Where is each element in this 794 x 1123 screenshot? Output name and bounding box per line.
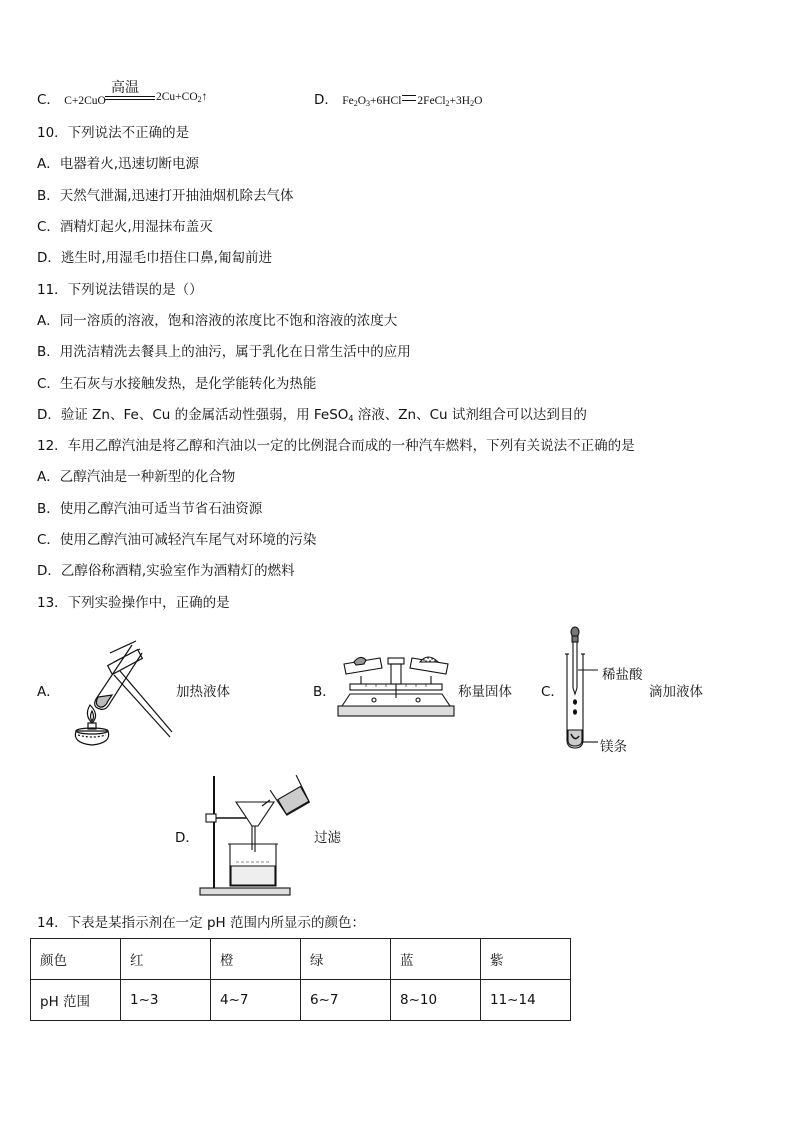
q11-option-b: B．用洗洁精洗去餐具上的油污，属于乳化在日常生活中的应用 [37, 344, 411, 360]
dropper-test-tube-figure [560, 624, 600, 752]
q13-c-callout-magnesium: 镁条 [600, 739, 627, 755]
q11-d-text2: 溶液、Zn、Cu 试剂组合可以达到目的 [353, 407, 587, 423]
table-cell-ph: 8~10 [391, 980, 481, 1021]
q10-option-b: B．天然气泄漏,迅速打开抽油烟机除去气体 [37, 188, 294, 204]
q9-c-label: C． [37, 92, 60, 108]
q10-option-d: D．逃生时,用湿毛巾捂住口鼻,匍匐前进 [37, 250, 272, 266]
q11-option-d [37, 406, 587, 428]
q9-c-equals-bottom [105, 99, 155, 100]
q11-stem: 11．下列说法错误的是（） [37, 282, 203, 298]
q13-d-caption: 过滤 [314, 830, 341, 846]
table-row [31, 939, 571, 980]
table-cell-header: pH 范围 [31, 980, 121, 1021]
q9-option-c [37, 88, 106, 108]
q9-c-condition: 高温 [111, 80, 139, 96]
table-cell-ph: 1~3 [121, 980, 211, 1021]
q11-option-c: C．生石灰与水接触发热，是化学能转化为热能 [37, 376, 317, 392]
q13-c-callout-acid: 稀盐酸 [602, 667, 643, 683]
heating-liquid-figure [62, 635, 174, 747]
q13-stem: 13．下列实验操作中，正确的是 [37, 595, 230, 611]
q9-c-arrow: ↑ [201, 91, 208, 103]
q9-option-d [314, 88, 482, 108]
q10-stem: 10．下列说法不正确的是 [37, 125, 190, 141]
q14-stem: 14．下表是某指示剂在一定 pH 范围内所显示的颜色： [37, 915, 365, 931]
table-cell-ph: 4~7 [211, 980, 301, 1021]
q9-c-right-text: 2Cu+CO [156, 91, 198, 103]
q13-a-label: A． [37, 684, 60, 700]
q12-option-a: A．乙醇汽油是一种新型的化合物 [37, 469, 236, 485]
q13-b-label: B． [313, 684, 336, 700]
table-cell-ph: 11~14 [481, 980, 571, 1021]
q11-d-sub: 4 [348, 414, 354, 423]
table-cell-color: 绿 [301, 939, 391, 980]
table-cell-color: 蓝 [391, 939, 481, 980]
q13-d-label: D． [175, 830, 199, 846]
q12-option-b: B．使用乙醇汽油可适当节省石油资源 [37, 501, 263, 517]
q9-d-label: D． [314, 92, 338, 108]
q12-stem: 12．车用乙醇汽油是将乙醇和汽油以一定的比例混合而成的一种汽车燃料，下列有关说法不正确的是 [37, 438, 635, 454]
q13-a-caption: 加热液体 [176, 684, 230, 700]
q11-option-a: A．同一溶质的溶液，饱和溶液的浓度比不饱和溶液的浓度大 [37, 313, 398, 329]
q9-c-equals-top [105, 96, 155, 97]
ph-indicator-table [30, 938, 571, 1021]
table-row [31, 980, 571, 1021]
table-cell-header: 颜色 [31, 939, 121, 980]
q13-c-caption: 滴加液体 [649, 684, 703, 700]
q13-b-caption: 称量固体 [458, 684, 512, 700]
q9-c-right [156, 91, 207, 104]
balance-figure [336, 650, 456, 720]
q9-c-right-sub: 2 [197, 95, 202, 104]
q10-option-a: A．电器着火,迅速切断电源 [37, 156, 200, 172]
q13-c-label: C． [541, 684, 564, 700]
filtration-figure [196, 772, 312, 898]
q9-d-formula: $Fe_2O_3+6HCl$ $2FeCl_2+3H_2O$ [342, 95, 483, 108]
table-cell-color: 紫 [481, 939, 571, 980]
q9-c-left: C+2CuO [64, 95, 106, 107]
q11-d-text1: D．验证 Zn、Fe、Cu 的金属活动性强弱，用 FeSO [37, 407, 349, 423]
table-cell-color: 红 [121, 939, 211, 980]
q10-option-c: C．酒精灯起火,用湿抹布盖灭 [37, 219, 213, 235]
table-cell-color: 橙 [211, 939, 301, 980]
q12-option-d: D．乙醇俗称酒精,实验室作为酒精灯的燃料 [37, 563, 295, 579]
q12-option-c: C．使用乙醇汽油可减轻汽车尾气对环境的污染 [37, 532, 317, 548]
table-cell-ph: 6~7 [301, 980, 391, 1021]
